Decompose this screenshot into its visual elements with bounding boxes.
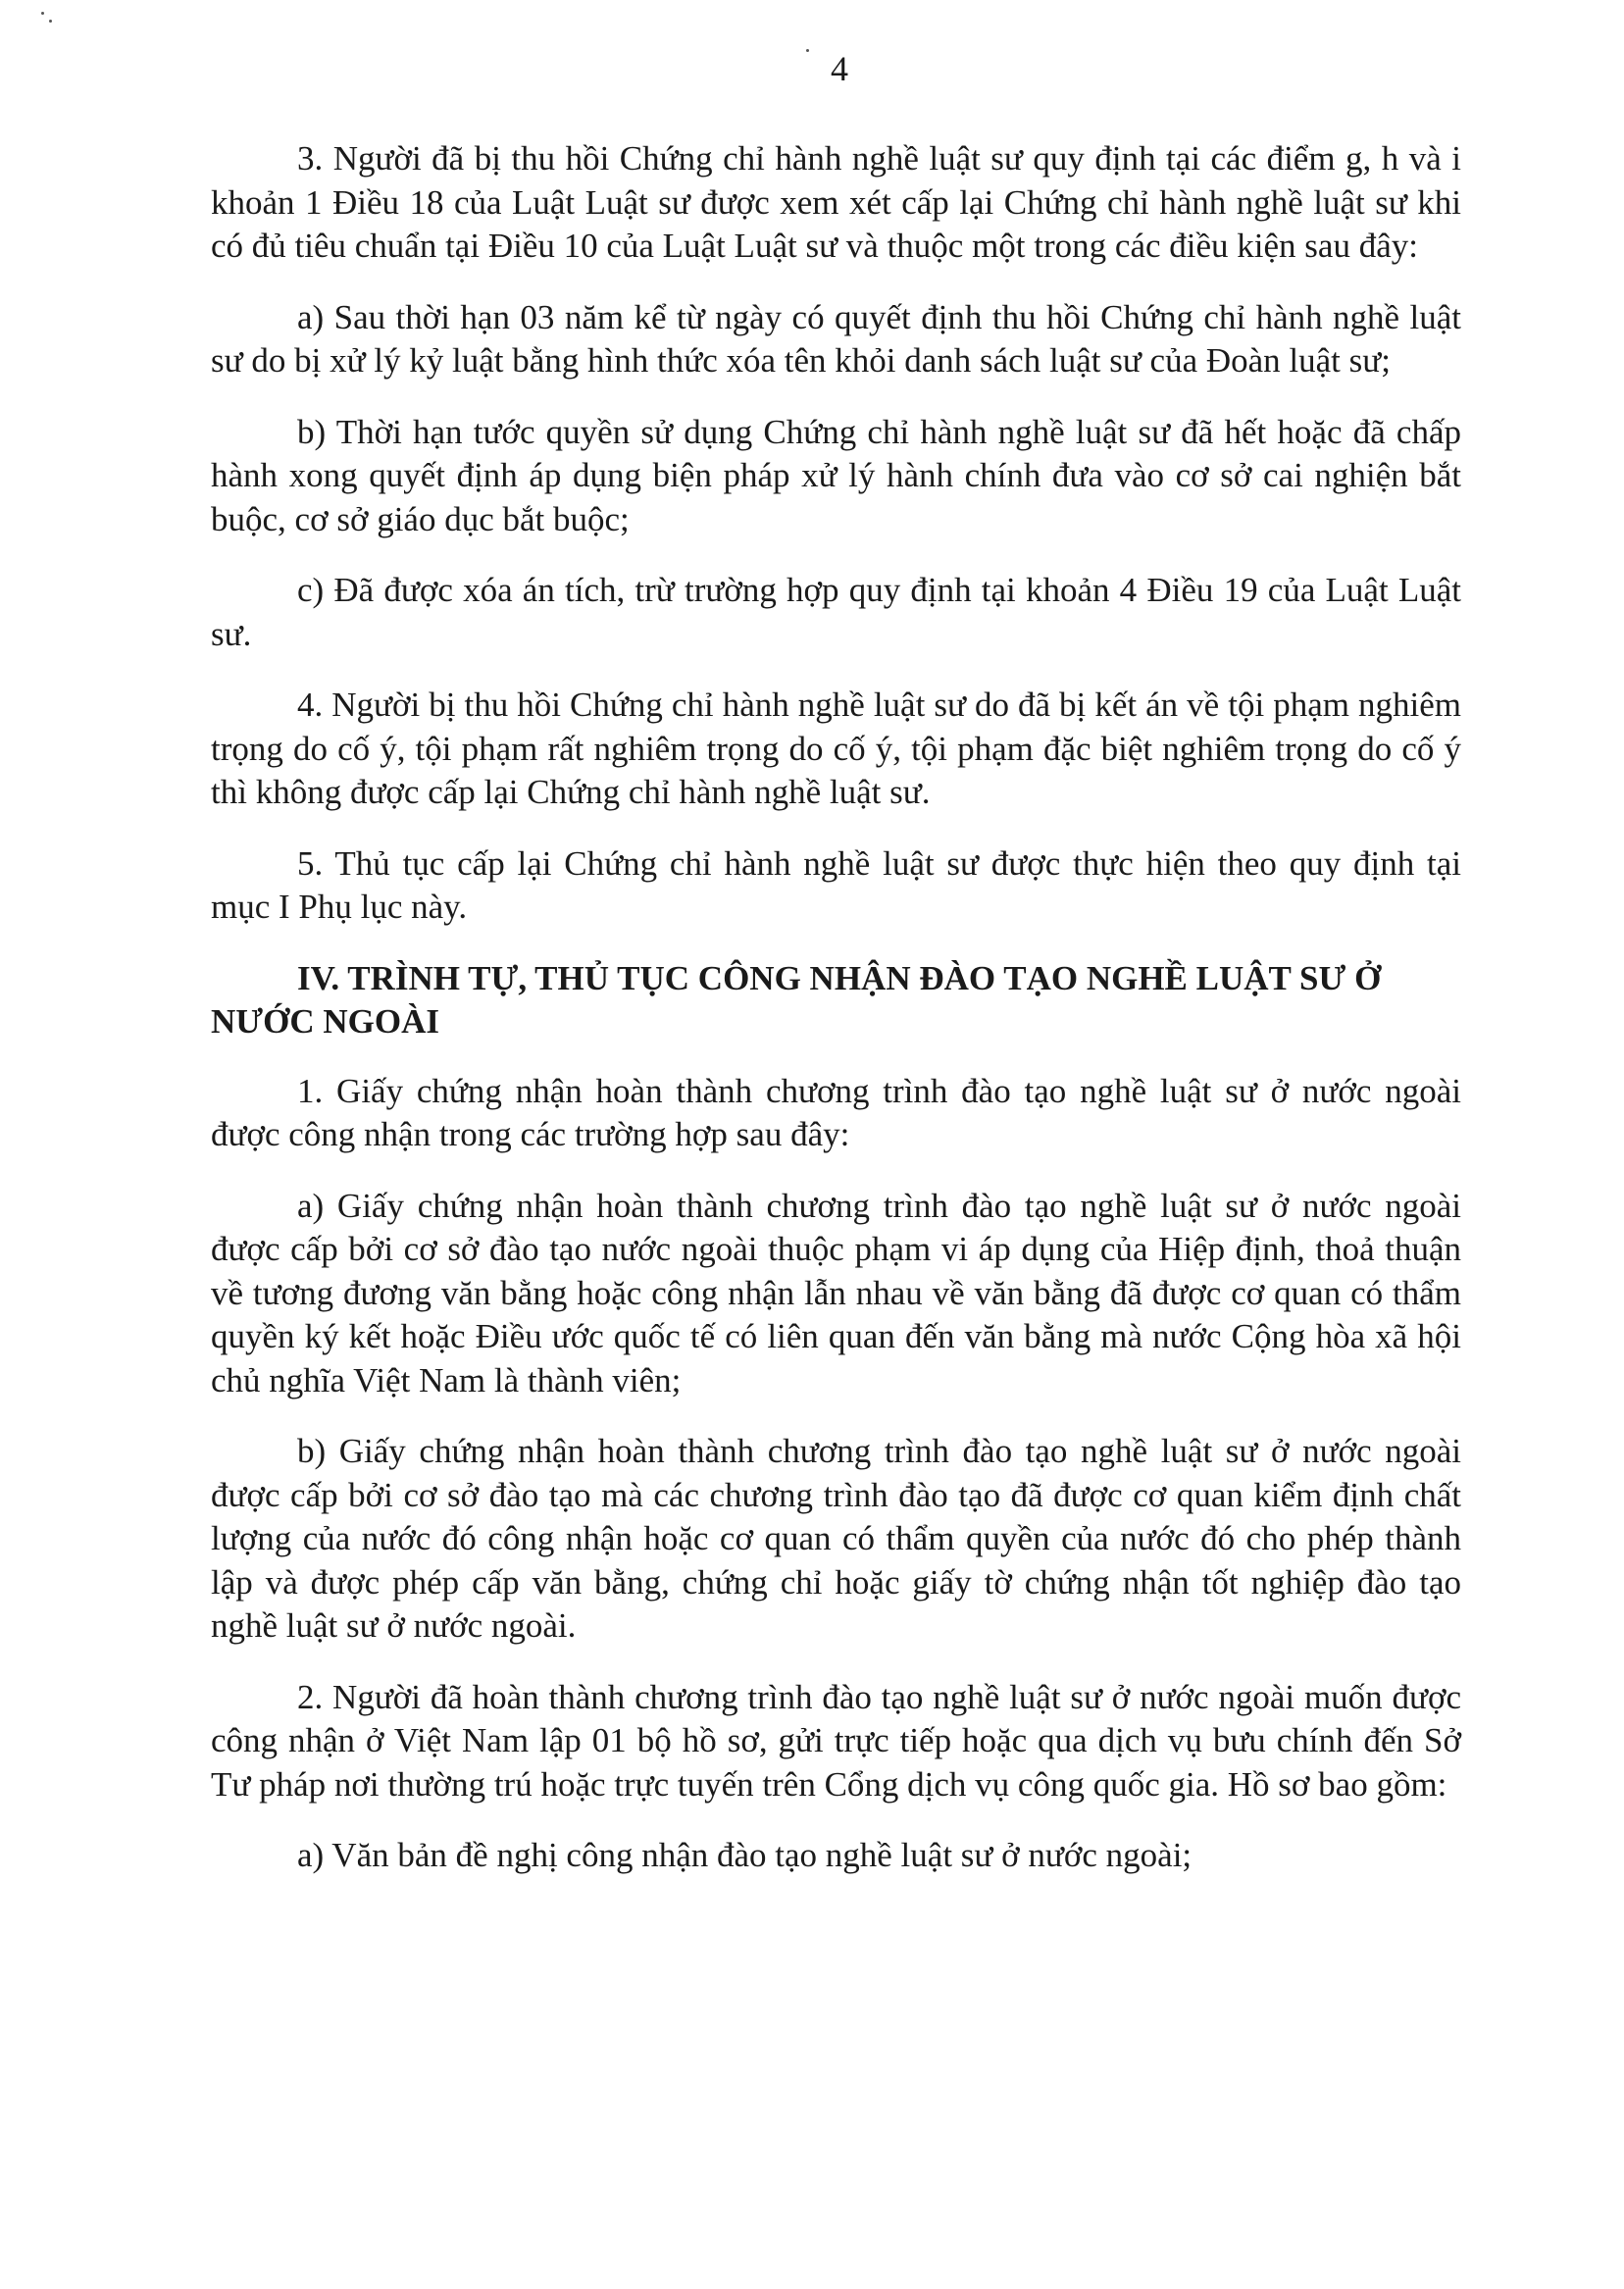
paragraph-3b: b) Thời hạn tước quyền sử dụng Chứng chỉ hành nghề luật sư đã hết hoặc đã chấp hành xong quyết định áp dụng biện pháp xử lý hành chính đưa vào cơ sở cai nghiện bắt buộc, cơ sở giáo dục bắt buộc;: [211, 412, 1461, 538]
scan-speck: [41, 12, 44, 15]
paragraph-3a: a) Sau thời hạn 03 năm kể từ ngày có quyết định thu hồi Chứng chỉ hành nghề luật sư do bị xử lý kỷ luật bằng hình thức xóa tên khỏi danh sách luật sư của Đoàn luật sư;: [211, 297, 1461, 380]
paragraph-3: 3. Người đã bị thu hồi Chứng chỉ hành nghề luật sư quy định tại các điểm g, h và i khoản 1 Điều 18 của Luật Luật sư được xem xét cấp lại Chứng chỉ hành nghề luật sư khi có đủ tiêu chuẩn tại Điều 10 của Luật Luật sư và thuộc một trong các điều kiện sau đây:: [211, 139, 1461, 265]
section-iv-paragraph-1: 1. Giấy chứng nhận hoàn thành chương trình đào tạo nghề luật sư ở nước ngoài được công nhận trong các trường hợp sau đây:: [211, 1071, 1461, 1153]
document-body: [211, 137, 1461, 1906]
page-number: 4: [831, 49, 848, 88]
paragraph-5: 5. Thủ tục cấp lại Chứng chỉ hành nghề luật sư được thực hiện theo quy định tại mục I Phụ lục này.: [211, 843, 1461, 926]
section-iv-paragraph-2a: a) Văn bản đề nghị công nhận đào tạo nghề luật sư ở nước ngoài;: [297, 1836, 1193, 1874]
section-iv-paragraph-1b: b) Giấy chứng nhận hoàn thành chương trình đào tạo nghề luật sư ở nước ngoài được cấp bởi cơ sở đào tạo mà các chương trình đào tạo đã được cơ quan kiểm định chất lượng của nước đó công nhận hoặc cơ quan có thẩm quyền của nước đó cho phép thành lập và được phép cấp văn bằng, chứng chỉ hoặc giấy tờ chứng nhận tốt nghiệp đào tạo nghề luật sư ở nước ngoài.: [211, 1432, 1461, 1645]
section-heading-iv: IV. TRÌNH TỰ, THỦ TỤC CÔNG NHẬN ĐÀO TẠO NGHỀ LUẬT SƯ Ở NƯỚC NGOÀI: [211, 958, 1382, 1041]
paragraph-4: 4. Người bị thu hồi Chứng chỉ hành nghề luật sư do đã bị kết án về tội phạm nghiêm trọng do cố ý, tội phạm rất nghiêm trọng do cố ý, tội phạm đặc biệt nghiêm trọng do cố ý thì không được cấp lại Chứng chỉ hành nghề luật sư.: [211, 686, 1461, 811]
paragraph-3c: c) Đã được xóa án tích, trừ trường hợp quy định tại khoản 4 Điều 19 của Luật Luật sư.: [211, 571, 1461, 653]
section-iv-paragraph-2: 2. Người đã hoàn thành chương trình đào tạo nghề luật sư ở nước ngoài muốn được công nhận ở Việt Nam lập 01 bộ hồ sơ, gửi trực tiếp hoặc qua dịch vụ bưu chính đến Sở Tư pháp nơi thường trú hoặc trực tuyến trên Cổng dịch vụ công quốc gia. Hồ sơ bao gồm:: [211, 1677, 1461, 1804]
scan-speck: [49, 20, 52, 23]
section-iv-paragraph-1a: a) Giấy chứng nhận hoàn thành chương trình đào tạo nghề luật sư ở nước ngoài được cấp bởi cơ sở đào tạo nước ngoài thuộc phạm vi áp dụng của Hiệp định, thoả thuận về tương đương văn bằng hoặc công nhận lẫn nhau về văn bằng đã được cơ quan có thẩm quyền ký kết hoặc Điều ước quốc tế có liên quan đến văn bằng mà nước Cộng hòa xã hội chủ nghĩa Việt Nam là thành viên;: [211, 1186, 1461, 1399]
